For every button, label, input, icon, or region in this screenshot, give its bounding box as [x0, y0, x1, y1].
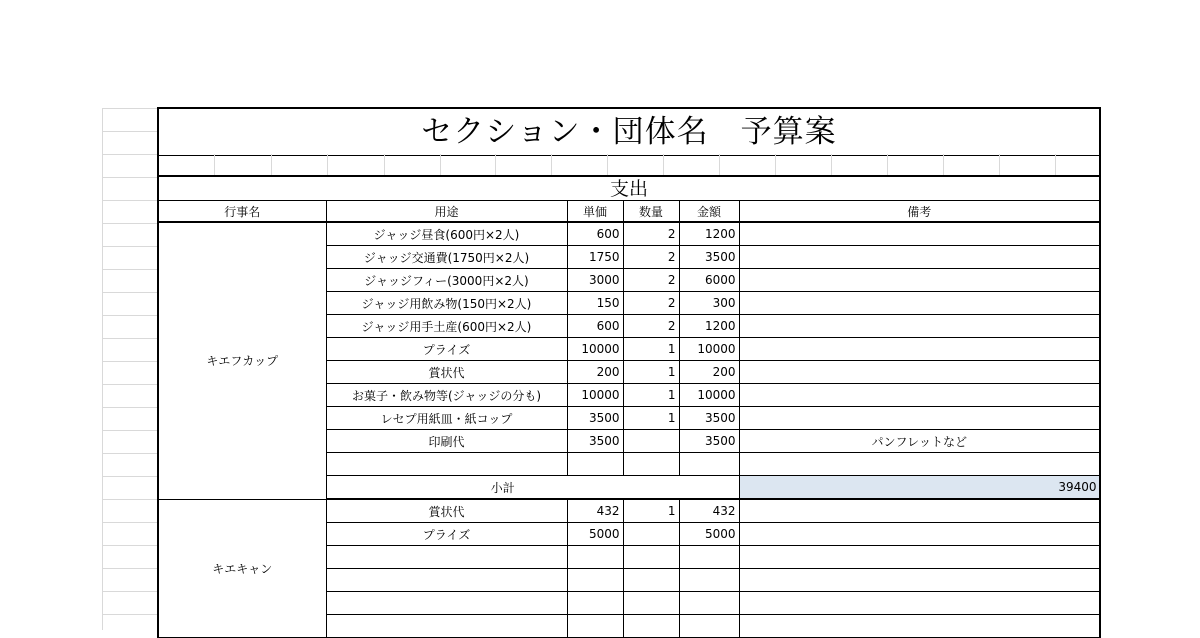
quantity-cell[interactable]: 1 — [623, 499, 679, 523]
amount-cell[interactable]: 300 — [679, 292, 739, 315]
purpose-cell[interactable]: ジャッジ用飲み物(150円×2人) — [326, 292, 567, 315]
quantity-cell[interactable] — [623, 430, 679, 453]
purpose-cell[interactable] — [326, 546, 567, 569]
amount-cell[interactable]: 3500 — [679, 246, 739, 269]
quantity-cell[interactable] — [623, 592, 679, 615]
notes-cell[interactable] — [739, 592, 1100, 615]
purpose-cell[interactable]: ジャッジフィー(3000円×2人) — [326, 269, 567, 292]
sheet-title: セクション・団体名 予算案 — [157, 107, 1101, 156]
notes-cell[interactable] — [739, 615, 1100, 638]
purpose-cell[interactable] — [326, 569, 567, 592]
quantity-cell[interactable] — [623, 569, 679, 592]
quantity-cell[interactable] — [623, 523, 679, 546]
purpose-cell[interactable]: ジャッジ昼食(600円×2人) — [326, 222, 567, 246]
amount-cell[interactable]: 10000 — [679, 384, 739, 407]
notes-cell[interactable] — [739, 499, 1100, 523]
unit-price-cell[interactable]: 600 — [567, 315, 623, 338]
budget-sheet — [157, 107, 1099, 630]
amount-cell[interactable]: 200 — [679, 361, 739, 384]
amount-cell[interactable] — [679, 615, 739, 638]
event-name-cell[interactable]: キエキャン — [158, 499, 326, 638]
budget-table — [157, 200, 1101, 638]
notes-cell[interactable] — [739, 453, 1100, 476]
amount-cell[interactable]: 432 — [679, 499, 739, 523]
subtotal-amount[interactable]: 39400 — [739, 476, 1100, 500]
amount-cell[interactable]: 1200 — [679, 222, 739, 246]
purpose-cell[interactable] — [326, 453, 567, 476]
notes-cell[interactable] — [739, 384, 1100, 407]
amount-cell[interactable]: 5000 — [679, 523, 739, 546]
unit-price-cell[interactable]: 10000 — [567, 384, 623, 407]
section-heading: 支出 — [157, 177, 1101, 200]
amount-cell[interactable] — [679, 592, 739, 615]
quantity-cell[interactable]: 1 — [623, 338, 679, 361]
row-gridlines — [102, 108, 158, 630]
purpose-cell[interactable]: レセプ用紙皿・紙コップ — [326, 407, 567, 430]
blank-spacer-row — [157, 154, 1101, 177]
quantity-cell[interactable]: 2 — [623, 315, 679, 338]
purpose-cell[interactable]: プライズ — [326, 338, 567, 361]
subtotal-label: 小計 — [326, 476, 679, 500]
table-row — [158, 499, 1100, 523]
subtotal-quantity-cell[interactable] — [679, 476, 739, 500]
unit-price-cell[interactable]: 432 — [567, 499, 623, 523]
header-event: 行事名 — [158, 201, 326, 223]
quantity-cell[interactable]: 1 — [623, 384, 679, 407]
notes-cell[interactable] — [739, 523, 1100, 546]
unit-price-cell[interactable] — [567, 569, 623, 592]
quantity-cell[interactable]: 2 — [623, 246, 679, 269]
amount-cell[interactable]: 3500 — [679, 407, 739, 430]
unit-price-cell[interactable] — [567, 615, 623, 638]
unit-price-cell[interactable] — [567, 546, 623, 569]
purpose-cell[interactable]: 賞状代 — [326, 361, 567, 384]
purpose-cell[interactable]: 賞状代 — [326, 499, 567, 523]
header-row — [158, 201, 1100, 223]
header-notes: 備考 — [739, 201, 1100, 223]
purpose-cell[interactable]: プライズ — [326, 523, 567, 546]
notes-cell[interactable] — [739, 407, 1100, 430]
quantity-cell[interactable] — [623, 546, 679, 569]
notes-cell[interactable] — [739, 315, 1100, 338]
header-amount: 金額 — [679, 201, 739, 223]
unit-price-cell[interactable]: 200 — [567, 361, 623, 384]
notes-cell[interactable]: パンフレットなど — [739, 430, 1100, 453]
quantity-cell[interactable]: 1 — [623, 407, 679, 430]
unit-price-cell[interactable]: 10000 — [567, 338, 623, 361]
notes-cell[interactable] — [739, 222, 1100, 246]
purpose-cell[interactable] — [326, 592, 567, 615]
unit-price-cell[interactable]: 3500 — [567, 430, 623, 453]
notes-cell[interactable] — [739, 269, 1100, 292]
notes-cell[interactable] — [739, 246, 1100, 269]
quantity-cell[interactable]: 2 — [623, 222, 679, 246]
unit-price-cell[interactable]: 150 — [567, 292, 623, 315]
event-name-cell[interactable]: キエフカップ — [158, 222, 326, 499]
amount-cell[interactable] — [679, 546, 739, 569]
quantity-cell[interactable] — [623, 453, 679, 476]
purpose-cell[interactable]: ジャッジ用手土産(600円×2人) — [326, 315, 567, 338]
notes-cell[interactable] — [739, 546, 1100, 569]
unit-price-cell[interactable]: 3500 — [567, 407, 623, 430]
amount-cell[interactable]: 10000 — [679, 338, 739, 361]
notes-cell[interactable] — [739, 361, 1100, 384]
quantity-cell[interactable] — [623, 615, 679, 638]
amount-cell[interactable] — [679, 569, 739, 592]
unit-price-cell[interactable]: 5000 — [567, 523, 623, 546]
unit-price-cell[interactable]: 1750 — [567, 246, 623, 269]
unit-price-cell[interactable] — [567, 592, 623, 615]
unit-price-cell[interactable]: 600 — [567, 222, 623, 246]
quantity-cell[interactable]: 1 — [623, 361, 679, 384]
purpose-cell[interactable]: お菓子・飲み物等(ジャッジの分も) — [326, 384, 567, 407]
purpose-cell[interactable]: 印刷代 — [326, 430, 567, 453]
amount-cell[interactable]: 6000 — [679, 269, 739, 292]
purpose-cell[interactable] — [326, 615, 567, 638]
unit-price-cell[interactable]: 3000 — [567, 269, 623, 292]
amount-cell[interactable] — [679, 453, 739, 476]
quantity-cell[interactable]: 2 — [623, 292, 679, 315]
notes-cell[interactable] — [739, 569, 1100, 592]
notes-cell[interactable] — [739, 338, 1100, 361]
notes-cell[interactable] — [739, 292, 1100, 315]
amount-cell[interactable]: 1200 — [679, 315, 739, 338]
header-quantity: 数量 — [623, 201, 679, 223]
unit-price-cell[interactable] — [567, 453, 623, 476]
quantity-cell[interactable]: 2 — [623, 269, 679, 292]
purpose-cell[interactable]: ジャッジ交通費(1750円×2人) — [326, 246, 567, 269]
header-purpose: 用途 — [326, 201, 567, 223]
amount-cell[interactable]: 3500 — [679, 430, 739, 453]
table-row — [158, 222, 1100, 246]
header-unit-price: 単価 — [567, 201, 623, 223]
